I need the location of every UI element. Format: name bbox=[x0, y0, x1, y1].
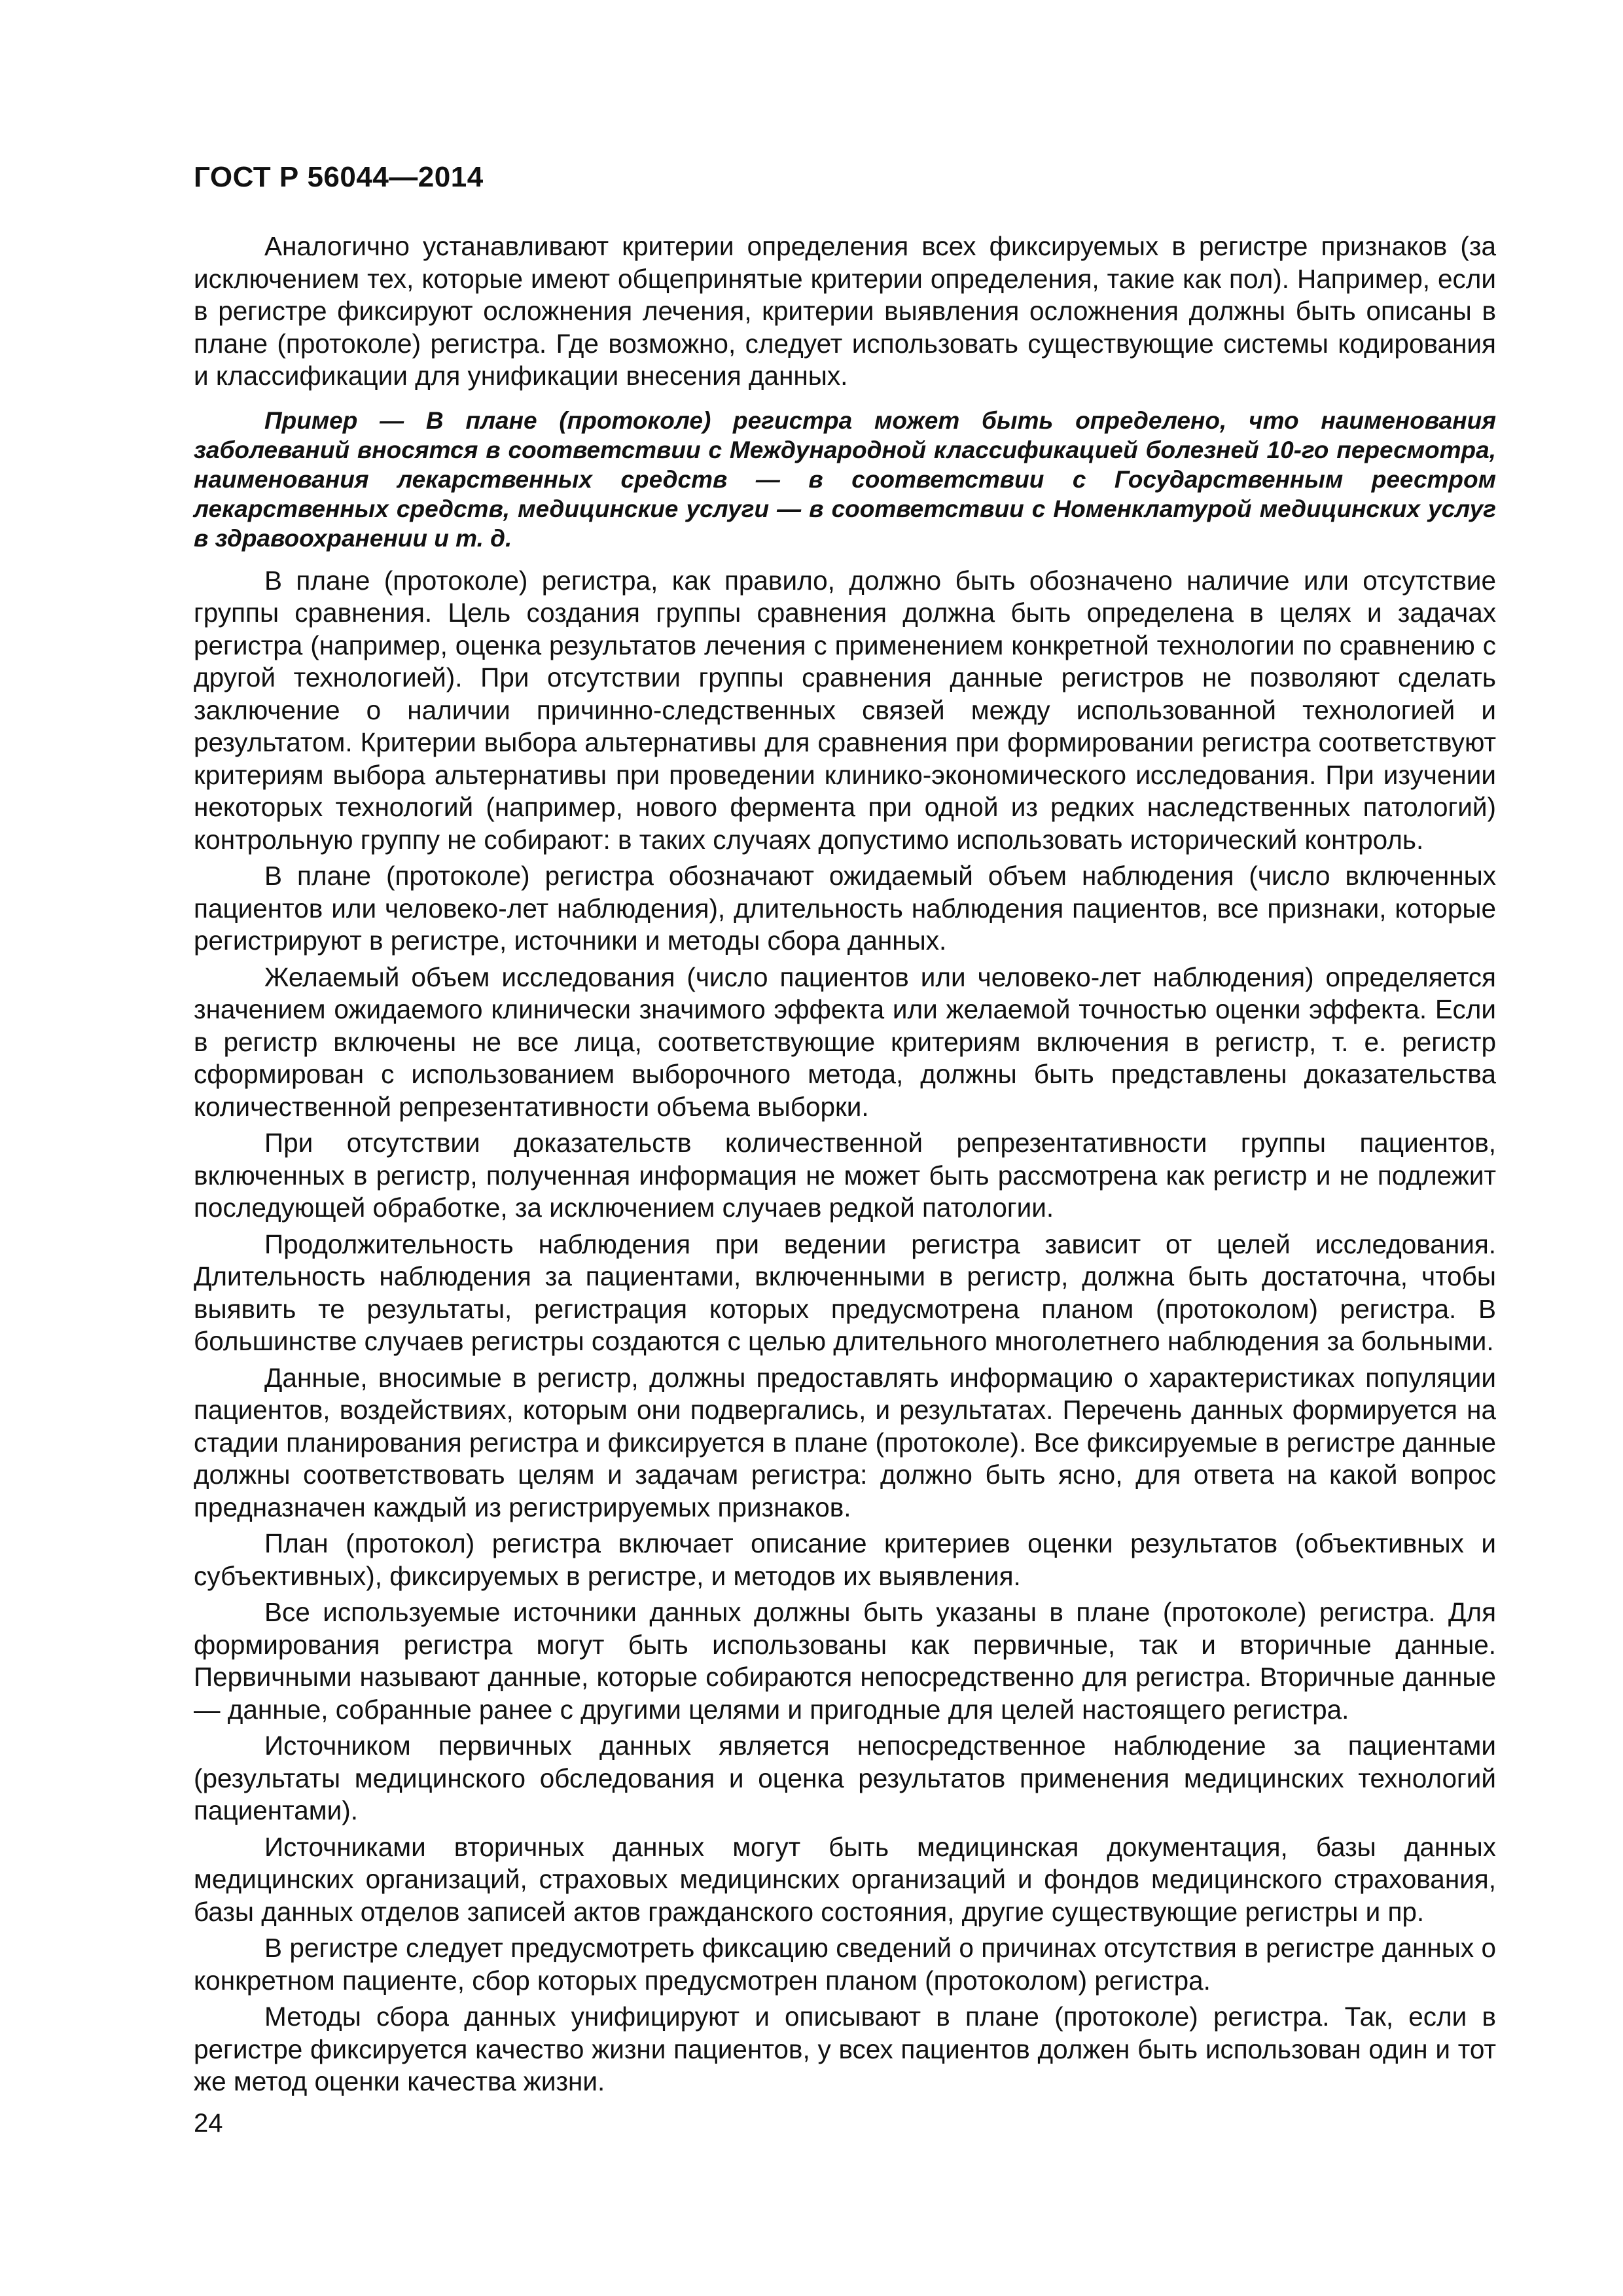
paragraph-8: План (протокол) регистра включает описание критериев оценки результатов (объективных и субъективных), фиксируемых в регистре, и методов их выявления. bbox=[194, 1528, 1496, 1591]
paragraph-7: Данные, вносимые в регистр, должны предоставлять информацию о характеристиках популяции пациентов, воздействиях, которым они подвергались, и результатах. Перечень данных формируется на стадии планирования регистра и фиксируется в плане (протоколе). Все фиксируемые в регистре данные должны соответствовать целям и задачам регистра: должно быть ясно, для ответа на какой вопрос предназначен каждый из регистрируемых признаков. bbox=[194, 1362, 1496, 1522]
paragraph-5: При отсутствии доказательств количественной репрезентативности группы пациентов, включенных в регистр, полученная информация не может быть рассмотрена как регистр и не подлежит последующей обработке, за исключением случаев редкой патологии. bbox=[194, 1128, 1496, 1223]
paragraph-6: Продолжительность наблюдения при ведении регистра зависит от целей исследования. Длительность наблюдения за пациентами, включенными в регистр, должна быть достаточна, чтобы выявить те результаты, регистрация которых предусмотрена планом (протоколом) регистра. В большинстве случаев регистры создаются с целью длительного многолетнего наблюдения за больными. bbox=[194, 1229, 1496, 1356]
paragraph-2: В плане (протоколе) регистра, как правило, должно быть обозначено наличие или отсутствие группы сравнения. Цель создания группы сравнения должна быть определена в целях и задачах регистра (например, оценка результатов лечения с применением конкретной технологии по сравнению с другой технологией). При отсутствии группы сравнения данные регистров не позволяют сделать заключение о наличии причинно-следственных связей между использованной технологией и результатом. Критерии выбора альтернативы для сравнения при формировании регистра соответствуют критериям выбора альтернативы при проведении клинико-экономического исследования. При изучении некоторых технологий (например, нового фермента при одной из редких наследственных патологий) контрольную группу не собирают: в таких случаях допустимо использовать исторический контроль. bbox=[194, 565, 1496, 855]
paragraph-3: В плане (протоколе) регистра обозначают ожидаемый объем наблюдения (число включенных пациентов или человеко-лет наблюдения), длительность наблюдения пациентов, все признаки, которые регистрируют в регистре, источники и методы сбора данных. bbox=[194, 861, 1496, 956]
paragraph-13: Методы сбора данных унифицируют и описывают в плане (протоколе) регистра. Так, если в регистре фиксируется качество жизни пациентов, у всех пациентов должен быть использован один и тот же метод оценки качества жизни. bbox=[194, 2001, 1496, 2096]
example-note: Пример — В плане (протоколе) регистра может быть определено, что наименования заболеваний вносятся в соответствии с Международной классификацией болезней 10-го пересмотра, наименования лекарственных средств — в соответствии с Государственным реестром лекарственных средств, медицинские услуги — в соответствии с Номенклатурой медицинских услуг в здравоохранении и т. д. bbox=[194, 406, 1496, 552]
paragraph-9: Все используемые источники данных должны быть указаны в плане (протоколе) регистра. Для формирования регистра могут быть использованы как первичные, так и вторичные данные. Первичными называют данные, которые собираются непосредственно для регистра. Вторичные данные — данные, собранные ранее с другими целями и пригодные для целей настоящего регистра. bbox=[194, 1597, 1496, 1725]
paragraph-10: Источником первичных данных является непосредственное наблюдение за пациентами (результаты медицинского обследования и оценка результатов применения медицинских технологий пациентами). bbox=[194, 1731, 1496, 1825]
page-number: 24 bbox=[194, 2109, 223, 2138]
paragraph-4: Желаемый объем исследования (число пациентов или человеко-лет наблюдения) определяется значением ожидаемого клинически значимого эффекта или желаемой точностью оценки эффекта. Если в регистр включены не все лица, соответствующие критериям включения в регистр, т. е. регистр сформирован с использованием выборочного метода, должны быть представлены доказательства количественной репрезентативности объема выборки. bbox=[194, 961, 1496, 1122]
paragraph-11: Источниками вторичных данных могут быть медицинская документация, базы данных медицинских организаций, страховых медицинских организаций и фондов медицинского страхования, базы данных отделов записей актов гражданского состояния, другие существующие регистры и пр. bbox=[194, 1831, 1496, 1927]
paragraph-1: Аналогично устанавливают критерии определения всех фиксируемых в регистре признаков (за исключением тех, которые имеют общепринятые критерии определения, такие как пол). Например, если в регистре фиксируют осложнения лечения, критерии выявления осложнения должны быть описаны в плане (протоколе) регистра. Где возможно, следует использовать существующие системы кодирования и классификации для унификации внесения данных. bbox=[194, 231, 1496, 391]
paragraph-12: В регистре следует предусмотреть фиксацию сведений о причинах отсутствия в регистре данных о конкретном пациенте, сбор которых предусмотрен планом (протоколом) регистра. bbox=[194, 1933, 1496, 1996]
document-header: ГОСТ Р 56044—2014 bbox=[194, 161, 484, 193]
document-body bbox=[194, 230, 1496, 2102]
